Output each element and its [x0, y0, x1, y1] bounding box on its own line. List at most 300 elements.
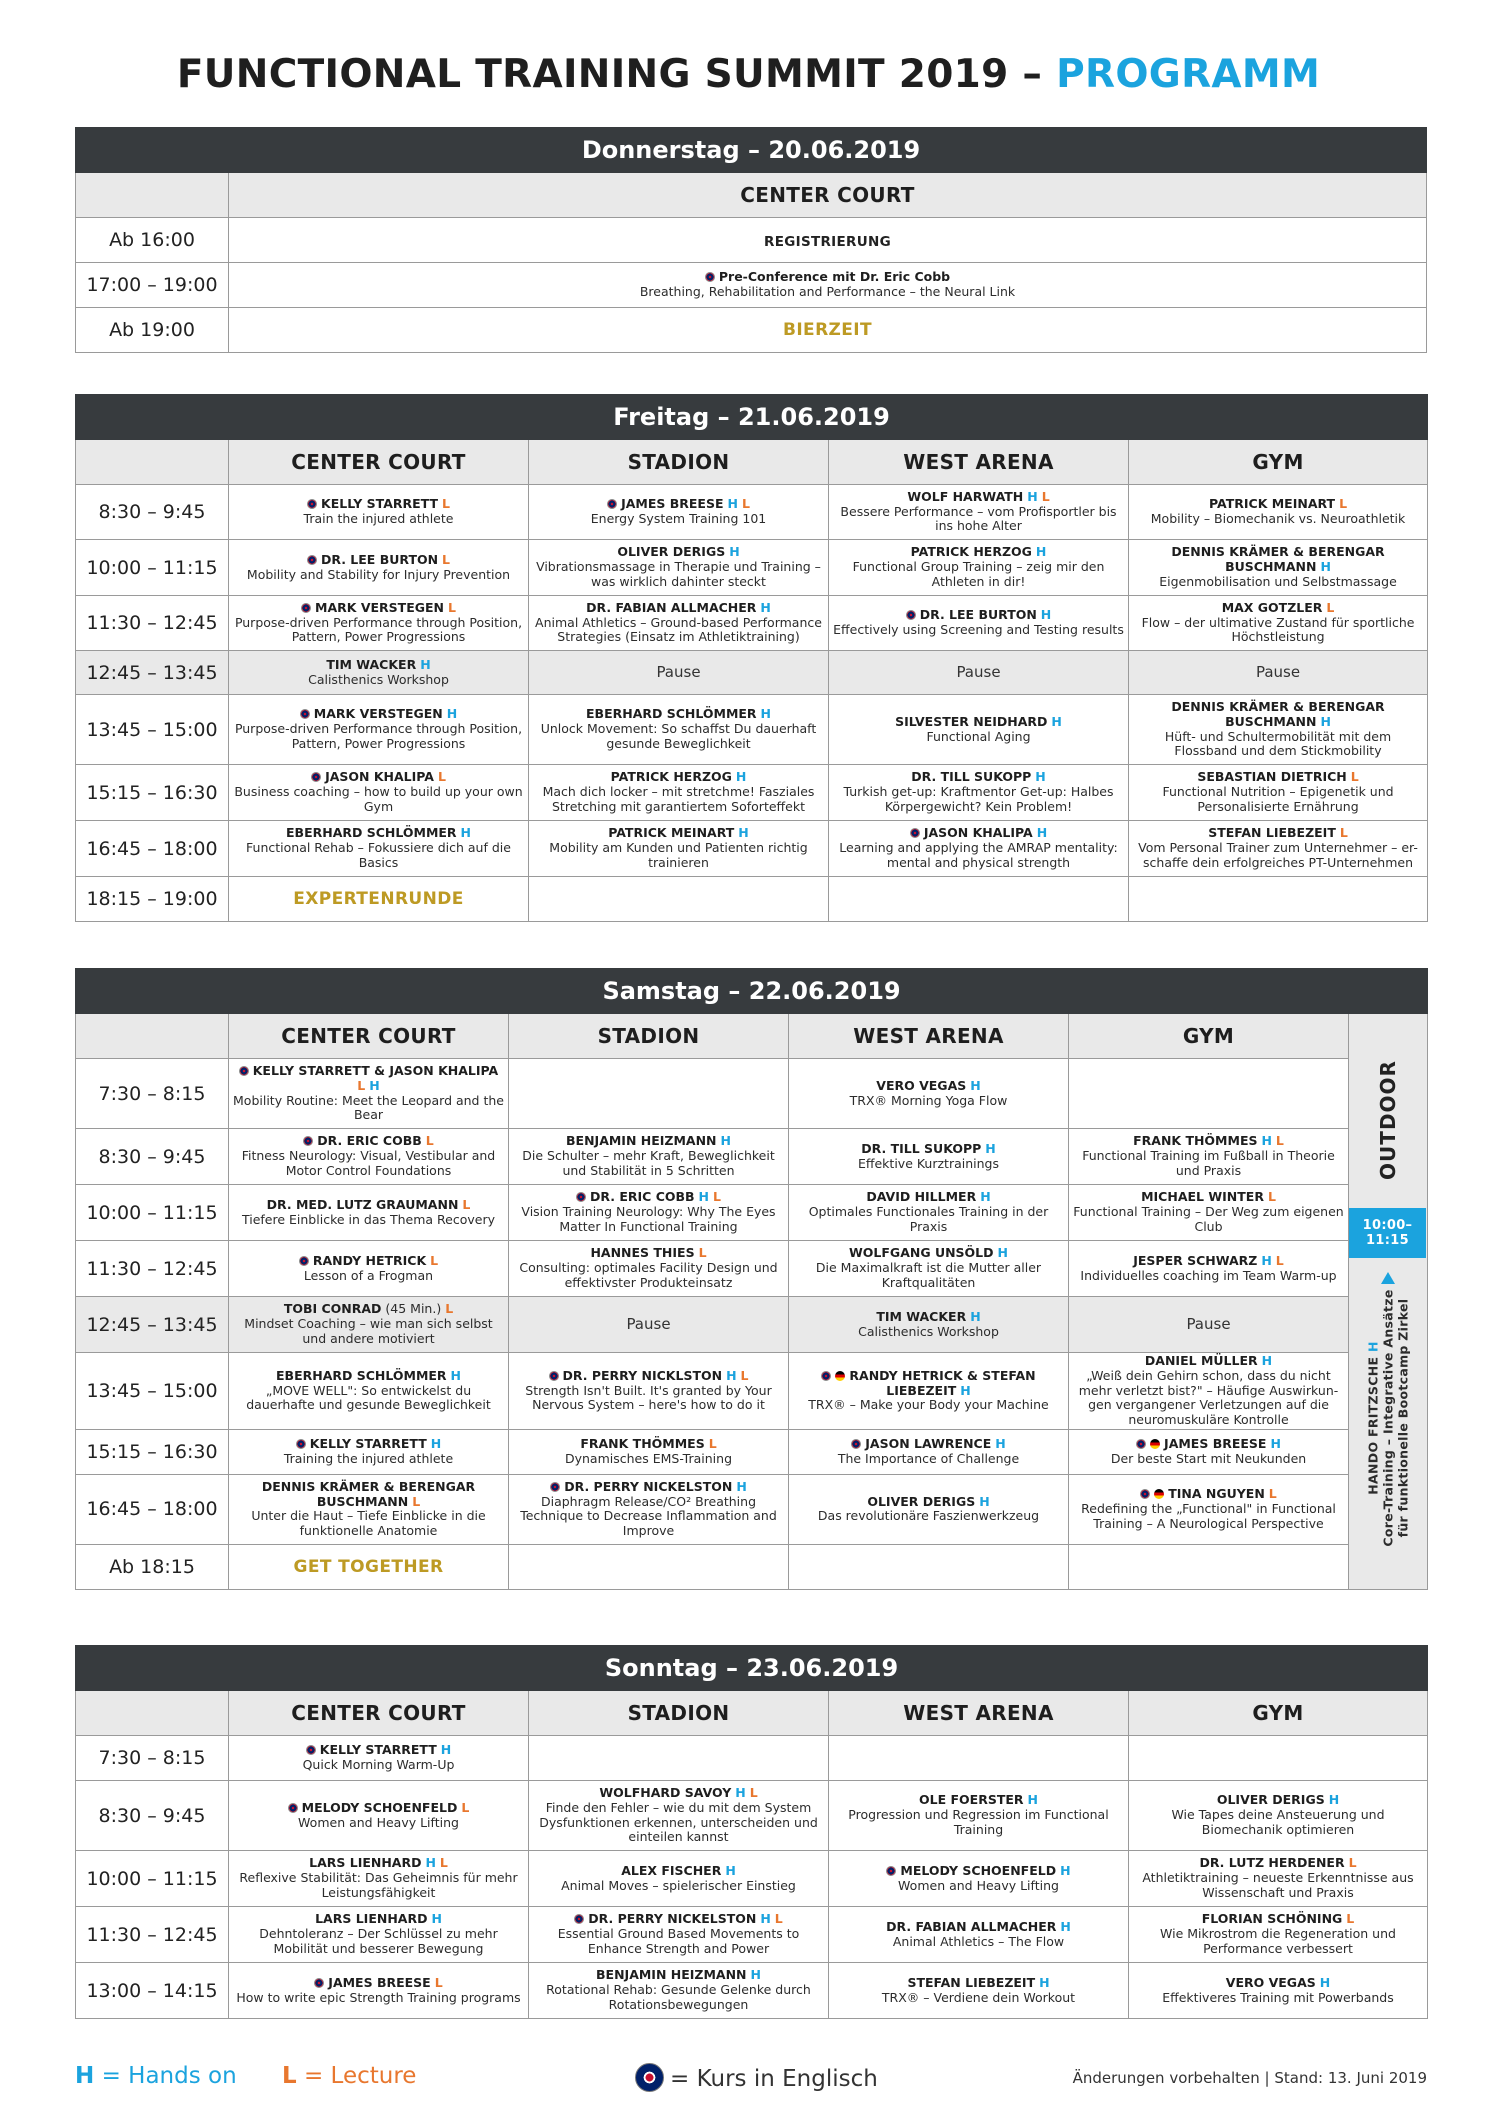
uk-flag-icon [300, 709, 310, 719]
session-topic: Functional Aging [926, 728, 1031, 744]
session-topic: Train the injured athlete [303, 511, 454, 526]
session-topic: Essential Ground Based Movements to Enhance Strength and Power [557, 1926, 800, 1956]
pause-cell [1129, 651, 1428, 695]
session-speaker: OLIVER DERIGS H [867, 1493, 990, 1509]
session-topic: Mobility – Biomechanik vs. Neuroathletik [1150, 511, 1406, 526]
session-topic: Strength Isn't Built. It's granted by Your Nervous System – here's how to do it [525, 1382, 772, 1413]
uk-flag-icon [886, 1866, 896, 1876]
highlight-label: GET TOGETHER [293, 1556, 444, 1577]
venue-header: STADION [529, 1691, 829, 1736]
session-cell [829, 695, 1129, 765]
uk-flag-icon [314, 1978, 324, 1988]
session-speaker: DR. ERIC COBB H L [513, 1190, 784, 1205]
empty-cell [829, 877, 1129, 922]
outdoor-topic: Core-Training – Integrative Ansätze für funktionelle Bootcamp Zirkel [1380, 1289, 1411, 1547]
hands-on-badge: H [1319, 1974, 1331, 1990]
empty-cell [1069, 1059, 1349, 1129]
time-slot: 10:00 – 11:15 [76, 1185, 229, 1241]
session-cell [829, 596, 1129, 651]
session-speaker: WOLF HARWATH H L [907, 488, 1050, 504]
session-cell [229, 1241, 509, 1297]
pause-cell [829, 651, 1129, 695]
schedule-row [76, 1129, 1428, 1185]
session-cell [1069, 1129, 1349, 1185]
session-topic: Animal Athletics – The Flow [892, 1933, 1065, 1949]
hands-on-badge: H [760, 1911, 771, 1927]
uk-flag-icon [307, 499, 317, 509]
schedule-row [76, 1736, 1428, 1781]
pause-cell [529, 651, 829, 695]
uk-flag-icon [705, 272, 715, 282]
session-cell [529, 485, 829, 540]
venue-header: WEST ARENA [829, 440, 1129, 485]
session-speaker: SILVESTER NEIDHARD H [895, 713, 1062, 729]
session-speaker: DR. MED. LUTZ GRAUMANN L [266, 1196, 471, 1212]
session-speaker: LARS LIENHARD H [315, 1911, 442, 1927]
session-speaker: DAVID HILLMER H [866, 1189, 991, 1205]
session-speaker: JASON LAWRENCE H [793, 1437, 1064, 1452]
legend-lecture: L = Lecture [282, 2063, 417, 2089]
lecture-badge: L [749, 1785, 758, 1800]
session-speaker: JAMES BREESE L [233, 1976, 524, 1991]
uk-flag-icon [307, 555, 317, 565]
schedule-row [76, 1241, 1428, 1297]
schedule-row [76, 1429, 1428, 1474]
lecture-badge: L [1339, 496, 1348, 512]
session-cell [829, 1963, 1129, 2019]
session-speaker: DR. LEE BURTON L [233, 553, 524, 568]
session-cell [1129, 596, 1428, 651]
session-cell [1129, 1963, 1428, 2019]
session-cell [229, 1474, 509, 1544]
legend [75, 2063, 1427, 2097]
session-cell [1129, 1781, 1428, 1851]
page-title: FUNCTIONAL TRAINING SUMMIT 2019 – PROGRAMM [176, 52, 1321, 97]
session-topic: How to write epic Strength Training programs [236, 1989, 521, 2005]
lecture-badge: L [1348, 1855, 1357, 1871]
highlight-cell [229, 1544, 509, 1589]
schedule-row [76, 540, 1428, 596]
session-speaker: BENJAMIN HEIZMANN H [566, 1133, 731, 1149]
session-topic: Mach dich locker – mit stretchme! Fasziales Stretching mit garantiertem Soforteffekt [542, 784, 815, 814]
hands-on-badge: H [460, 825, 471, 841]
hands-on-badge: H [1261, 1252, 1272, 1268]
uk-flag-icon [635, 2063, 664, 2092]
session-cell [509, 1129, 789, 1185]
hands-on-badge: H [970, 1308, 981, 1324]
hands-on-badge: H [1060, 1862, 1071, 1878]
session-topic: Bessere Performance – vom Profisportler bis ins hohe Alter [840, 503, 1117, 534]
session-speaker: DENNIS KRÄMER & BERENGAR BUSCHMANN H [1171, 544, 1385, 575]
thursday-table [75, 127, 1427, 353]
time-slot: 7:30 – 8:15 [76, 1736, 229, 1781]
session-topic: Functional Nutrition – Epigenetik und Personalisierte Ernährung [1162, 784, 1394, 814]
uk-flag-icon [576, 1192, 586, 1202]
outdoor-time-badge: 10:00–11:15 [1349, 1208, 1426, 1258]
session-speaker: DR. LEE BURTON H [833, 608, 1124, 623]
session-cell [1069, 1241, 1349, 1297]
empty-cell [529, 877, 829, 922]
session-speaker: DR. PERRY NICKLSTON H L [513, 1369, 784, 1384]
hands-on-badge: H [1040, 607, 1052, 623]
empty-cell [1069, 1544, 1349, 1589]
lecture-badge: L [434, 1974, 443, 1990]
venue-header: GYM [1129, 440, 1428, 485]
hands-on-badge: H [698, 1189, 710, 1205]
session-topic: Business coaching – how to build up your own Gym [234, 784, 523, 814]
time-slot: 12:45 – 13:45 [76, 1297, 229, 1353]
lecture-badge: L [1339, 825, 1348, 841]
session-speaker: STEFAN LIEBEZEIT L [1208, 825, 1348, 841]
uk-flag-icon [288, 1803, 298, 1813]
session-cell [229, 1907, 529, 1963]
session-cell [1129, 540, 1428, 596]
session-cell [789, 1185, 1069, 1241]
session-cell [229, 540, 529, 596]
empty-cell [509, 1544, 789, 1589]
session-cell [1129, 485, 1428, 540]
uk-flag-icon [574, 1914, 584, 1924]
session-cell [509, 1474, 789, 1544]
session-topic: Dehntoleranz – Der Schlüssel zu mehr Mobilität und besserer Bewegung [259, 1926, 498, 1956]
hands-on-badge: H [1035, 769, 1046, 785]
highlight-cell [229, 877, 529, 922]
session-cell [229, 651, 529, 695]
session-speaker: JESPER SCHWARZ H L [1133, 1252, 1284, 1268]
session-topic: Diaphragm Release/CO² Breathing Technique to Decrease Inflammation and Improve [520, 1493, 777, 1538]
session-speaker: EBERHARD SCHLÖMMER H [586, 706, 771, 722]
session-speaker: RANDY HETRICK L [233, 1254, 504, 1269]
hands-on-badge: H [760, 706, 771, 722]
session-cell [1129, 1851, 1428, 1907]
outdoor-column [1349, 1014, 1428, 1590]
uk-flag-icon [549, 1371, 559, 1381]
session-topic: Consulting: optimales Facility Design und effektivster Produkteinsatz [519, 1260, 778, 1290]
hands-on-badge: H [1051, 713, 1062, 729]
lecture-badge: L [412, 1493, 421, 1509]
session-cell [229, 1185, 509, 1241]
session-cell [1129, 821, 1428, 877]
time-slot: 15:15 – 16:30 [76, 765, 229, 821]
schedule-row [76, 1353, 1428, 1430]
session-topic: Mobility and Stability for Injury Prevention [246, 566, 511, 582]
hands-on-badge: H [1036, 825, 1048, 841]
hands-on-badge: H [735, 769, 747, 785]
session-cell [229, 596, 529, 651]
session-topic: Lesson of a Frogman [303, 1267, 434, 1283]
empty-cell [789, 1544, 1069, 1589]
session-topic: TRX® – Make your Body your Machine [808, 1397, 1049, 1413]
hands-on-badge: H [1328, 1792, 1340, 1808]
session-speaker: FRANK THÖMMES L [580, 1436, 717, 1451]
session-cell [789, 1429, 1069, 1474]
session-speaker: KELLY STARRETT & JASON KHALIPA L H [233, 1064, 504, 1094]
session-topic: Women and Heavy Lifting [298, 1814, 459, 1830]
session-speaker: TOBI CONRAD (45 Min.) L [283, 1301, 454, 1317]
session-speaker: LARS LIENHARD H L [309, 1855, 448, 1871]
session-speaker: FLORIAN SCHÖNING L [1201, 1911, 1355, 1927]
session-speaker: DR. PERRY NICKELSTON H [513, 1480, 784, 1495]
schedule-row [76, 1474, 1428, 1544]
uk-flag-icon [906, 610, 916, 620]
session-speaker: EBERHARD SCHLÖMMER H [286, 825, 471, 841]
session-speaker: FRANK THÖMMES H L [1133, 1133, 1284, 1149]
venue-header: CENTER COURT [229, 173, 1427, 218]
uk-flag-icon [296, 1439, 306, 1449]
lecture-badge: L [1041, 488, 1050, 504]
time-slot: 16:45 – 18:00 [76, 821, 229, 877]
schedule-row [76, 765, 1428, 821]
session-topic: Die Schulter – mehr Kraft, Beweglichkeit und Stabilität in 5 Schritten [522, 1148, 775, 1178]
time-slot: Ab 16:00 [76, 218, 229, 263]
session-speaker: DR. TILL SUKOPP H [911, 769, 1046, 785]
session-cell [529, 596, 829, 651]
empty-cell [1129, 1736, 1428, 1781]
session-cell [229, 1059, 509, 1129]
hands-on-badge: H [1035, 544, 1047, 560]
time-slot: 7:30 – 8:15 [76, 1059, 229, 1129]
session-speaker: DANIEL MÜLLER H [1144, 1353, 1273, 1368]
session-speaker: JASON KHALIPA L [233, 770, 524, 785]
day-heading: Samstag – 22.06.2019 [76, 969, 1428, 1014]
lecture-badge: L [1275, 1252, 1284, 1268]
schedule-row [76, 695, 1428, 765]
uk-flag-icon [306, 1745, 316, 1755]
session-speaker: DR. LUTZ HERDENER L [1199, 1855, 1357, 1871]
session-cell [1069, 1185, 1349, 1241]
hands-on-badge: H [1320, 559, 1331, 575]
hands-on-badge: H [1039, 1974, 1050, 1990]
session-speaker: MAX GOTZLER L [1221, 599, 1335, 615]
session-topic: Optimales Functionales Training in der Praxis [808, 1204, 1049, 1234]
up-arrow-icon [1381, 1272, 1395, 1284]
highlight-label: EXPERTENRUNDE [293, 888, 464, 909]
venue-header: CENTER COURT [229, 1691, 529, 1736]
lecture-badge: L [437, 769, 446, 785]
lecture-badge: L [1326, 599, 1335, 615]
schedule-row [76, 596, 1428, 651]
session-cell [509, 1353, 789, 1430]
session-cell [789, 1129, 1069, 1185]
hands-on-badge: H [726, 1367, 737, 1383]
session-speaker: EBERHARD SCHLÖMMER H [276, 1367, 461, 1383]
schedule-row [76, 1544, 1428, 1589]
uk-flag-icon [1136, 1439, 1146, 1449]
session-speaker: KELLY STARRETT L [233, 497, 524, 512]
session-cell [229, 1353, 509, 1430]
uk-flag-icon [851, 1439, 861, 1449]
empty-cell [1129, 877, 1428, 922]
session-cell [529, 1851, 829, 1907]
hands-on-badge: H [425, 1855, 436, 1871]
lecture-badge: L [425, 1133, 434, 1149]
session-speaker: PATRICK MEINART H [608, 825, 749, 841]
lecture-badge: L [442, 496, 450, 512]
hands-on-badge: H [727, 496, 738, 512]
session-cell [229, 1129, 509, 1185]
session-topic: Calisthenics Workshop [858, 1323, 999, 1339]
time-slot: 13:00 – 14:15 [76, 1963, 229, 2019]
lecture-badge: L [447, 599, 456, 615]
session-topic: TRX® – Verdiene dein Workout [881, 1989, 1076, 2005]
hands-on-badge: H [446, 706, 458, 722]
session-speaker: MICHAEL WINTER L [1141, 1189, 1276, 1205]
session-cell [509, 1429, 789, 1474]
session-cell [1129, 695, 1428, 765]
legend-english: = Kurs in Englisch [635, 2063, 878, 2092]
time-slot: 8:30 – 9:45 [76, 1129, 229, 1185]
hands-on-badge: H [760, 599, 771, 615]
session-topic: Vibrationsmassage in Therapie und Training – was wirklich dahinter steckt [536, 559, 821, 589]
lecture-badge: L [461, 1799, 470, 1815]
session-topic: Functional Training im Fußball in Theorie und Praxis [1082, 1148, 1335, 1178]
session-speaker: JASON KHALIPA H [833, 826, 1124, 841]
session-speaker: RANDY HETRICK & STEFAN LIEBEZEIT H [793, 1369, 1064, 1399]
session-topic: Reflexive Stabilität: Das Geheimnis für mehr Leistungsfähigkeit [239, 1870, 518, 1900]
sunday-table [75, 1645, 1428, 2019]
lecture-badge: L [1267, 1189, 1276, 1205]
schedule-row [76, 1851, 1428, 1907]
empty-cell [509, 1059, 789, 1129]
session-speaker: DENNIS KRÄMER & BERENGAR BUSCHMANN H [1171, 699, 1385, 729]
session-topic: Individuelles coaching im Team Warm-up [1080, 1267, 1337, 1283]
lecture-badge: L [430, 1252, 439, 1268]
session-topic: Learning and applying the AMRAP mentality: mental and physical strength [839, 840, 1118, 870]
day-heading: Sonntag – 23.06.2019 [76, 1646, 1428, 1691]
session-cell [229, 1736, 529, 1781]
uk-flag-icon [910, 828, 920, 838]
duration-note: (45 Min.) [385, 1301, 442, 1317]
hands-on-badge: H [970, 1077, 981, 1093]
highlight-label: BIERZEIT [782, 320, 873, 340]
session-topic: Effektiveres Training mit Powerbands [1162, 1989, 1394, 2005]
session-cell [789, 1297, 1069, 1353]
session-topic: Breathing, Rehabilitation and Performance – the Neural Link [639, 284, 1016, 299]
session-topic: Energy System Training 101 [590, 511, 767, 526]
venue-header: GYM [1069, 1014, 1349, 1059]
lecture-badge: L [1346, 1911, 1355, 1927]
time-slot: 13:45 – 15:00 [76, 695, 229, 765]
session-topic: Mobility Routine: Meet the Leopard and the Bear [233, 1092, 504, 1123]
hands-on-badge: H [1270, 1436, 1281, 1451]
hands-on-badge: H [1261, 1133, 1272, 1149]
session-cell [529, 540, 829, 596]
outdoor-speaker: HANDO FRITZSCHE [1365, 1356, 1381, 1495]
session-cell [529, 1963, 829, 2019]
lecture-badge: L [740, 1367, 749, 1383]
lecture-badge: L [439, 1855, 448, 1871]
session-cell [509, 1241, 789, 1297]
session-speaker: HANNES THIES L [590, 1245, 707, 1261]
session-topic: „Weiß dein Gehirn schon, dass du nicht mehr verletzt bist?" – Häufige Auswirkun-gen vergangener Verletzungen auf die neuromuskuläre Kontrolle [1078, 1367, 1339, 1427]
session-speaker: MELODY SCHOENFELD L [233, 1801, 524, 1816]
hands-on-badge: H [720, 1133, 731, 1149]
hands-on-badge: H [735, 1785, 746, 1800]
lecture-badge: L [713, 1189, 721, 1205]
session-speaker: DENNIS KRÄMER & BERENGAR BUSCHMANN L [261, 1478, 476, 1509]
session-cell [509, 1185, 789, 1241]
session-speaker: PATRICK HERZOG H [610, 769, 747, 785]
session-topic: Das revolutionäre Faszienwerkzeug [817, 1508, 1040, 1524]
session-topic: Redefining the „Functional" in Functional Training – A Neurological Perspective [1081, 1500, 1336, 1531]
uk-flag-icon [303, 1136, 313, 1146]
session-cell [829, 1781, 1129, 1851]
session-cell [529, 695, 829, 765]
session-topic: Purpose-driven Performance through Position, Pattern, Power Progressions [234, 614, 523, 645]
session-topic: Mindset Coaching – wie man sich selbst und andere motiviert [244, 1316, 493, 1346]
lecture-badge: L [1350, 769, 1359, 785]
session-cell [529, 821, 829, 877]
lecture-badge: L [357, 1077, 366, 1093]
time-slot: 12:45 – 13:45 [76, 651, 229, 695]
session-topic: Functional Training – Der Weg zum eigenen Club [1073, 1204, 1344, 1234]
session-speaker: KELLY STARRETT H [233, 1437, 504, 1452]
session-topic: Vision Training Neurology: Why The Eyes Matter In Functional Training [521, 1204, 776, 1234]
lecture-badge: L [741, 496, 750, 512]
schedule-row [76, 1781, 1428, 1851]
uk-flag-icon [311, 772, 321, 782]
schedule-row [76, 1297, 1428, 1353]
venue-header: WEST ARENA [789, 1014, 1069, 1059]
session-cell [1129, 765, 1428, 821]
venue-header: CENTER COURT [229, 440, 529, 485]
lecture-badge: L [442, 551, 451, 567]
change-note: Änderungen vorbehalten | Stand: 13. Juni 2019 [1072, 2069, 1427, 2087]
lecture-badge: L [1268, 1486, 1277, 1502]
pause-label: Pause [956, 662, 1001, 681]
hands-on-badge: H [440, 1742, 452, 1758]
time-slot: 8:30 – 9:45 [76, 485, 229, 540]
session-topic: Turkish get-up: Kraftmentor Get-up: Halbes Körpergewicht? Kein Problem! [843, 784, 1114, 814]
hands-on-badge: H [750, 1967, 761, 1983]
session-topic: Dynamisches EMS-Training [564, 1450, 733, 1466]
hands-on-badge: H [431, 1911, 442, 1927]
session-cell [1069, 1474, 1349, 1544]
session-cell [829, 765, 1129, 821]
session-topic: Athletiktraining – neueste Erkenntnisse aus Wissenschaft und Praxis [1142, 1870, 1414, 1900]
session-cell [789, 1059, 1069, 1129]
session-speaker: WOLFGANG UNSÖLD H [849, 1245, 1008, 1261]
session-speaker: OLIVER DERIGS H [617, 544, 740, 560]
venue-header: CENTER COURT [229, 1014, 509, 1059]
session-topic: Tiefere Einblicke in das Thema Recovery [241, 1211, 495, 1227]
pause-cell [1069, 1297, 1349, 1353]
session-cell [229, 1429, 509, 1474]
session-topic: Wie Mikrostrom die Regeneration und Performance verbessert [1160, 1926, 1396, 1956]
saturday-table [75, 968, 1428, 1590]
session-cell [829, 485, 1129, 540]
time-slot: 8:30 – 9:45 [76, 1781, 229, 1851]
session-speaker: MARK VERSTEGEN L [233, 601, 524, 616]
session-topic: Unter die Haut – Tiefe Einblicke in die funktionelle Anatomie [251, 1508, 486, 1538]
session-topic: Unlock Movement: So schaffst Du dauerhaft gesunde Beweglichkeit [540, 721, 817, 751]
session-cell [789, 1353, 1069, 1430]
hands-on-badge: H [1261, 1353, 1273, 1368]
session-cell [529, 765, 829, 821]
session-topic: Women and Heavy Lifting [898, 1877, 1059, 1893]
hands-on-badge: H [369, 1077, 380, 1093]
time-slot: 11:30 – 12:45 [76, 1241, 229, 1297]
time-slot: Ab 19:00 [76, 308, 229, 353]
session-speaker: VERO VEGAS H [876, 1077, 981, 1093]
session-speaker: DR. ERIC COBB L [233, 1134, 504, 1149]
session-cell [829, 821, 1129, 877]
session-cell [829, 1907, 1129, 1963]
session-topic: Training the injured athlete [283, 1450, 454, 1466]
session-cell [229, 1297, 509, 1353]
session-topic: Mobility am Kunden und Patienten richtig trainieren [549, 840, 808, 870]
empty-cell [829, 1736, 1129, 1781]
